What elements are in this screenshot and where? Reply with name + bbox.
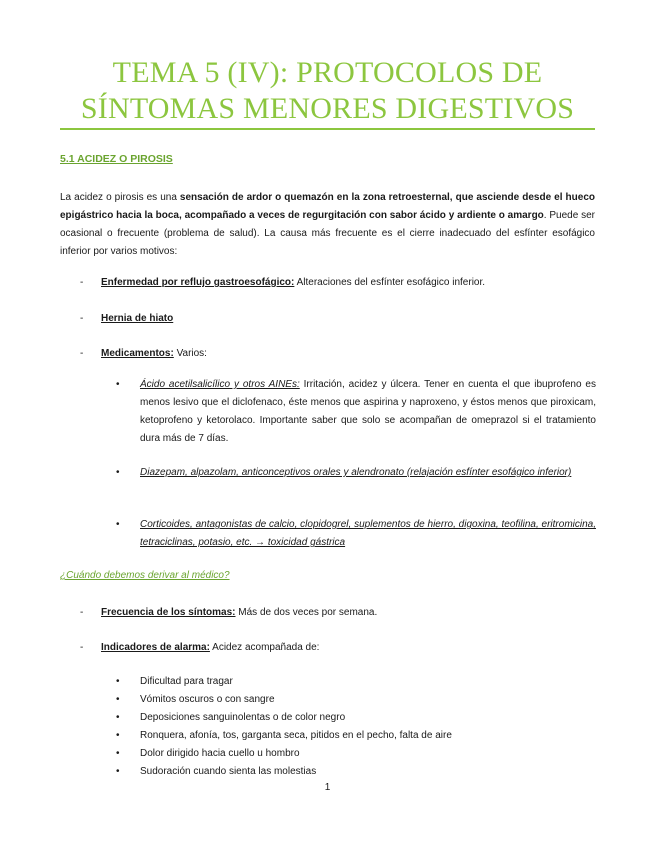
intro-bold-text: sensación de ardor o quemazón en la zona retroesternal, que asciende desde el hueco epigástrico hacia la boca, acompañado a veces de regurgitación con sabor ácido y ardiente o amargo [60, 192, 595, 221]
list-item [116, 673, 452, 691]
item-text: Más de dos veces por semana. [235, 607, 378, 618]
bullet-dot: • [116, 676, 120, 687]
dash-bullet: - [80, 313, 84, 324]
list-item-text: Sudoración cuando sienta las molestias [140, 766, 317, 777]
item-content [140, 376, 596, 448]
page-title [60, 55, 595, 127]
bullet-dot: • [116, 766, 120, 777]
item-text: Acidez acompañada de: [209, 642, 320, 653]
item-label: Enfermedad por reflujo gastroesofágico: [101, 277, 295, 288]
item-label: Corticoides, antagonistas de calcio, clopidogrel, suplementos de hierro, digoxina, teofilina, eritromicina, tetraciclinas, potasio, etc. → toxicidad gástrica [140, 519, 596, 548]
bullet-dot: • [116, 694, 120, 705]
bullet-dot: • [116, 467, 120, 478]
list-item [116, 727, 452, 745]
list-item [116, 745, 452, 763]
dash-bullet: - [80, 642, 84, 653]
list-item [116, 709, 452, 727]
list-item-text: Deposiciones sanguinolentas o de color negro [140, 712, 346, 723]
dash-bullet: - [80, 607, 84, 618]
item-label: Diazepam, alpazolam, anticonceptivos orales y alendronato (relajación esfínter esofágico inferior) [140, 467, 572, 478]
title-line-2: SÍNTOMAS MENORES DIGESTIVOS [80, 92, 575, 125]
intro-text-1: La acidez o pirosis es una [60, 192, 180, 203]
item-label: Frecuencia de los síntomas: [101, 607, 236, 618]
list-item-medications [101, 348, 207, 359]
alarm-signs-list [116, 673, 452, 781]
dash-bullet: - [80, 348, 84, 359]
item-content [140, 516, 596, 552]
title-divider [60, 128, 595, 130]
bullet-dot: • [116, 712, 120, 723]
list-item-corticoids [116, 516, 596, 552]
list-item-reflux [101, 277, 485, 288]
dash-bullet: - [80, 277, 84, 288]
list-item-alarm-indicators [101, 642, 319, 653]
item-label: Ácido acetilsalicílico y otros AINEs: [140, 379, 300, 390]
item-label: Medicamentos: [101, 348, 174, 359]
bullet-dot: • [116, 730, 120, 741]
bullet-dot: • [116, 748, 120, 759]
section-heading: 5.1 ACIDEZ O PIROSIS [60, 153, 173, 165]
item-label: Hernia de hiato [101, 313, 174, 324]
list-item-text: Dificultad para tragar [140, 676, 233, 687]
list-item-nsaids [116, 376, 596, 448]
list-item [116, 691, 452, 709]
list-item-text: Ronquera, afonía, tos, garganta seca, pitidos en el pecho, falta de aire [140, 730, 452, 741]
item-text: Alteraciones del esfínter esofágico inferior. [294, 277, 486, 288]
title-line-1: TEMA 5 (IV): PROTOCOLOS DE [112, 56, 543, 89]
item-label: Indicadores de alarma: [101, 642, 210, 653]
list-item-diazepam [116, 464, 596, 482]
list-item-text: Dolor dirigido hacia cuello u hombro [140, 748, 300, 759]
list-item-text: Vómitos oscuros o con sangre [140, 694, 275, 705]
intro-paragraph [60, 189, 595, 261]
list-item-hiatal-hernia [101, 313, 173, 324]
bullet-dot: • [116, 519, 120, 530]
referral-question: ¿Cuándo debemos derivar al médico? [60, 570, 230, 581]
bullet-dot: • [116, 379, 120, 390]
intro-text-2: . Puede ser ocasional o frecuente (problema de salud). La causa más frecuente es el cierre inadecuado del esfínter esofágico inferior por varios motivos: [60, 210, 595, 257]
item-text: Varios: [173, 348, 207, 359]
page-number: 1 [324, 782, 331, 793]
list-item-frequency [101, 607, 377, 618]
list-item [116, 763, 452, 781]
item-text: Irritación, acidez y úlcera. Tener en cuenta el que ibuprofeno es menos lesivo que el diclofenaco, éste menos que aspirina y naproxeno, y éstos menos que piroxicam, ketoprofeno y ketorolaco. Importante saber que solo se acompañan de omeprazol si el tratamiento dura más de 7 días. [140, 379, 596, 444]
item-content [140, 464, 596, 482]
